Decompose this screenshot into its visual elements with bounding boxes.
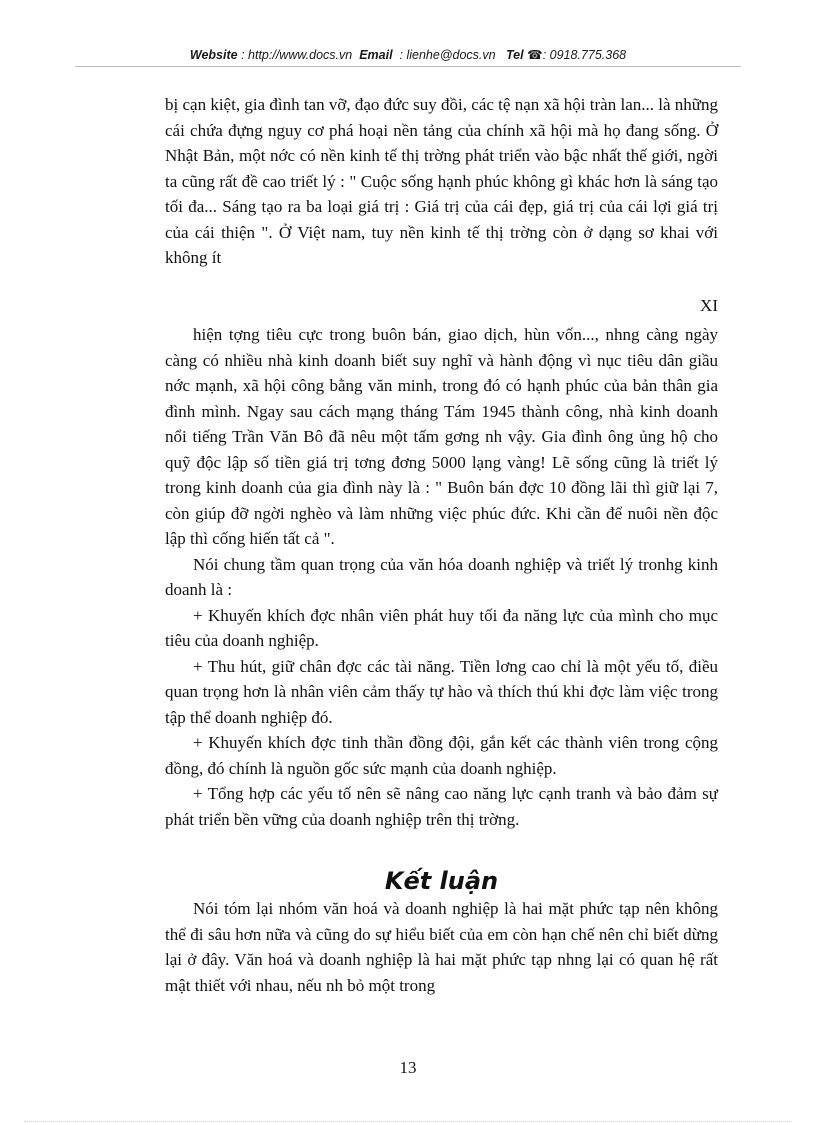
tel-value: : 0918.775.368	[542, 48, 627, 62]
bullet-4: + Tổng hợp các yếu tố nên sẽ nâng cao năng lực cạnh tranh và bảo đảm sự phát triển bền vững của doanh nghiệp trên thị trờng.	[165, 784, 718, 829]
page-header	[0, 47, 816, 62]
document-body	[165, 92, 718, 998]
tel-label: Tel	[506, 48, 524, 62]
website-value: : http://www.docs.vn	[241, 48, 353, 62]
bullet-2: + Thu hút, giữ chân đợc các tài năng. Tiền lơng cao chỉ là một yếu tố, điều quan trọng hơn là nhân viên cảm thấy tự hào và thích thú khi đợc làm việc trong tập thể doanh nghiệp đó.	[165, 656, 718, 727]
paragraph-conclusion: Nói tóm lại nhóm văn hoá và doanh nghiệp là hai mặt phức tạp nên không thể đi sâu hơn nữa và cũng do sự hiểu biết của em còn hạn chế nên chỉ biết dừng lại ở đây. Văn hoá và doanh nghiệp là hai mặt phức tạp nhng lại có quan hệ rất mật thiết với nhau, nếu nh bỏ một trong	[165, 899, 718, 995]
bullet-3: + Khuyến khích đợc tinh thần đồng đội, gắn kết các thành viên trong cộng đồng, đó chính là nguồn gốc sức mạnh của doanh nghiệp.	[165, 733, 718, 778]
paragraph-3: Nói chung tầm quan trọng của văn hóa doanh nghiệp và triết lý tronhg kinh doanh là :	[165, 554, 718, 599]
section-marker: XI	[700, 295, 718, 315]
website-label: Website	[189, 48, 238, 62]
phone-icon: ☎	[527, 48, 543, 62]
paragraph-2: hiện tợng tiêu cực trong buôn bán, giao dịch, hùn vốn..., nhng càng ngày càng có nhiều nhà kinh doanh biết suy nghĩ và hành động vì nục tiêu dân giầu nớc mạnh, xã hội công bằng văn minh, trong đó có hạnh phúc của bản thân gia đình mình. Ngay sau cách mạng tháng Tám 1945 thành công, nhà kinh doanh nổi tiếng Trần Văn Bô đã nêu một tấm gơng nh vậy. Gia đình ông ủng hộ cho quỹ độc lập số tiền giá trị tơng đơng 5000 lạng vàng! Lẽ sống cũng là triết lý trong kinh doanh của gia đình này là : " Buôn bán đợc 10 đồng lãi thì giữ lại 7, còn giúp đỡ ngời nghèo và làm những việc phúc đức. Khi cần để nuôi nền độc lập thì cống hiến tất cả ".	[165, 325, 718, 548]
email-label: Email	[359, 48, 393, 62]
email-value: : lienhe@docs.vn	[399, 48, 496, 62]
footer-divider	[24, 1121, 792, 1122]
page-number: 13	[399, 1058, 417, 1077]
header-divider	[75, 66, 741, 67]
bullet-1: + Khuyến khích đợc nhân viên phát huy tối đa năng lực của mình cho mục tiêu của doanh nghiệp.	[165, 605, 718, 650]
paragraph-1: bị cạn kiệt, gia đình tan vỡ, đạo đức suy đồi, các tệ nạn xã hội tràn lan... là những cái chứa đựng nguy cơ phá hoại nền tảng của chính xã hội mà họ đang sống. Ở Nhật Bản, một nớc có nền kinh tế thị trờng phát triển vào bậc nhất thế giới, ngời ta cũng rất đề cao triết lý : " Cuộc sống hạnh phúc không gì khác hơn là sáng tạo tối đa... Sáng tạo ra ba loại giá trị : Giá trị của cái đẹp, giá trị của cái lợi giá trị của cái thiện ". Ở Việt nam, tuy nền kinh tế thị trờng còn ở dạng sơ khai với không ít	[165, 95, 718, 267]
conclusion-heading: Kết luận	[384, 867, 499, 895]
